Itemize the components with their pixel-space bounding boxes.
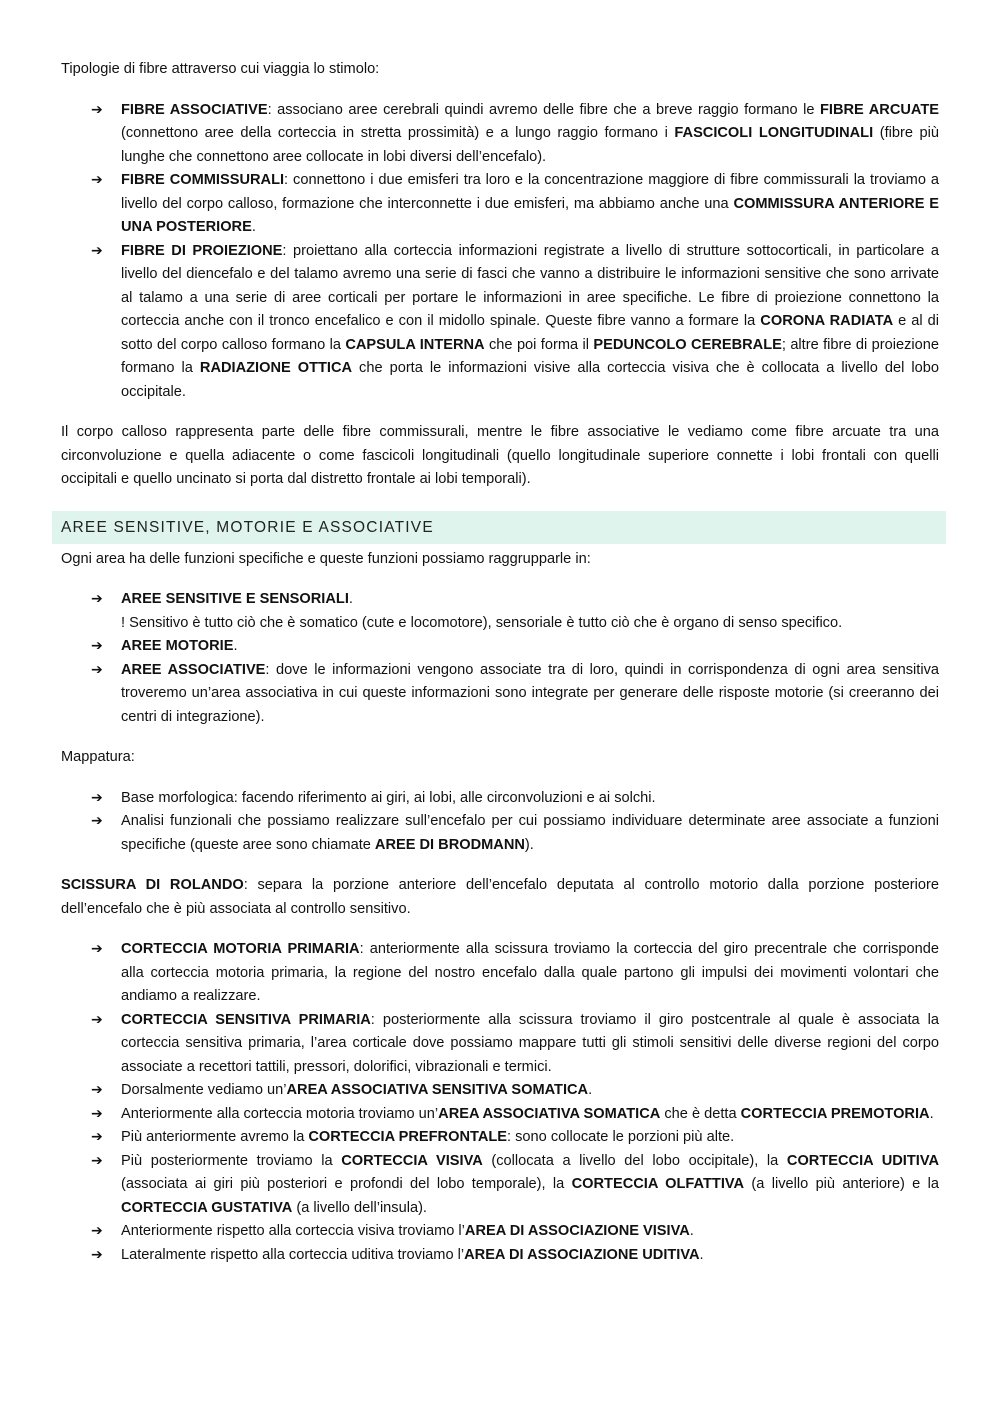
text-run: ). (524, 836, 534, 853)
text-run: : proiettano alla corteccia informazioni registrate a livello di strutture sottocorticali, in particolare a livello del diencefalo e del talamo avremo una serie di fasci che vanno a distribuire le informazioni sensitive che sono arrivate al talamo a una serie di aree corticali per portare le informazioni in aree specifiche. Le fibre di proiezione connettono la corteccia anche con il tronco encefalico e con il midollo spinale. Queste fibre vanno a formare la (121, 242, 939, 329)
text-run: Base morfologica: facendo riferimento ai giri, ai lobi, alle circonvoluzioni e ai solchi. (121, 789, 656, 806)
text-run: : anteriormente alla scissura troviamo la corteccia del giro precentrale che corrisponde alla corteccia motoria primaria, la regione del nostro encefalo dalla quale partono gli impulsi dei movimenti volontari che andiamo a realizzare. (121, 941, 939, 1004)
bold-term: CORTECCIA GUSTATIVA (121, 1199, 293, 1216)
arrow-bullet-icon: ➔ (91, 1223, 103, 1239)
bold-term: CORTECCIA UDITIVA (786, 1152, 940, 1169)
arrow-bullet-icon: ➔ (91, 638, 103, 654)
list-item (91, 1244, 939, 1268)
text-run: (associata ai giri più posteriori e profondi del lobo temporale), la (121, 1176, 572, 1192)
arrow-bullet-icon: ➔ (91, 789, 103, 806)
section-heading: AREE SENSITIVE, MOTORIE E ASSOCIATIVE (52, 511, 946, 544)
list-item (91, 635, 939, 659)
list-item (91, 810, 939, 857)
bold-term: AREA ASSOCIATIVA SOMATICA (438, 1105, 661, 1122)
document-page (61, 58, 939, 1267)
list-item (91, 659, 940, 730)
text-run: che è detta (660, 1105, 741, 1122)
text-run: Anteriormente rispetto alla corteccia visiva troviamo l’ (121, 1223, 465, 1239)
list-item (91, 240, 940, 405)
list-item (91, 938, 939, 1009)
arrow-bullet-icon: ➔ (91, 941, 103, 957)
bold-term: RADIAZIONE OTTICA (199, 360, 353, 376)
text-run: Più anteriormente avremo la (121, 1129, 309, 1145)
bold-term: FIBRE COMMISSURALI (121, 172, 285, 188)
mappatura-list (61, 787, 939, 858)
text-run: . (689, 1223, 694, 1239)
list-item (91, 1103, 939, 1127)
bold-term: CORTECCIA VISIVA (341, 1152, 483, 1169)
bold-term: CORTECCIA OLFATTIVA (571, 1176, 745, 1192)
arrow-bullet-icon: ➔ (91, 172, 103, 188)
bold-term: FIBRE ARCUATE (820, 101, 939, 118)
bold-term: FASCICOLI LONGITUDINALI (674, 125, 874, 141)
arrow-bullet-icon: ➔ (91, 242, 103, 259)
mappatura-label: Mappatura: (61, 749, 135, 765)
aree-intro-paragraph: Ogni area ha delle funzioni specifiche e queste funzioni possiamo raggrupparle in: (61, 550, 591, 567)
text-run: Dorsalmente vediamo un’ (121, 1082, 287, 1098)
bold-term: SCISSURA DI ROLANDO (61, 877, 244, 893)
text-run: e al di sotto del corpo calloso formano la (121, 313, 940, 353)
bold-term: FIBRE ASSOCIATIVE (121, 101, 268, 118)
text-run: (connettono aree della corteccia in stretta prossimità) e a lungo raggio formano i (121, 125, 675, 141)
arrow-bullet-icon: ➔ (91, 813, 103, 829)
text-run: : associano aree cerebrali quindi avremo delle fibre che a breve raggio formano le (267, 101, 820, 118)
text-run: (a livello dell’insula). (292, 1199, 427, 1216)
list-item (91, 1126, 939, 1150)
text-run: Analisi funzionali che possiamo realizzare sull’encefalo per cui possiamo individuare determinate aree associate a funzioni specifiche (queste aree sono chiamate (121, 813, 939, 853)
text-run: . (251, 219, 256, 235)
rolando-paragraph (61, 874, 939, 921)
arrow-bullet-icon: ➔ (91, 661, 103, 678)
text-run: che poi forma il (484, 336, 594, 353)
corpo-calloso-paragraph: Il corpo calloso rappresenta parte delle fibre commissurali, mentre le fibre associative le vediamo come fibre arcuate tra una circonvoluzione e quella adiacente o come fascicoli longitudinali (quello longitudinale superiore connette i lobi frontali con quelli occipitali e quello uncinato si porta dal distretto frontale ai lobi temporali). (61, 424, 939, 487)
bold-term: CORTECCIA PREMOTORIA (740, 1105, 930, 1122)
arrow-bullet-icon: ➔ (91, 1105, 103, 1122)
text-run: che porta le informazioni visive alla corteccia visiva che è collocata a livello del lobo occipitale. (121, 360, 939, 400)
arrow-bullet-icon: ➔ (91, 1082, 103, 1098)
list-item (91, 1220, 939, 1244)
arrow-bullet-icon: ➔ (91, 101, 103, 118)
bold-term: CORTECCIA SENSITIVA PRIMARIA (121, 1011, 371, 1028)
text-run: : connettono i due emisferi tra loro e la concentrazione maggiore di fibre commissurali la troviamo a livello del corpo calloso, formazione che interconnette i due emisferi, ma abbiamo anche una (121, 172, 940, 212)
arrow-bullet-icon: ➔ (91, 1246, 103, 1263)
text-run: (collocata a livello del lobo occipitale), la (482, 1152, 787, 1169)
bold-term: CORONA RADIATA (760, 313, 894, 329)
list-item (91, 99, 939, 170)
text-run: : dove le informazioni vengono associate tra di loro, quindi in corrispondenza di ogni area sensitiva troveremo un’area associativa in cui queste informazioni sono integrate per generare delle risposte motorie (si creeranno dei centri di integrazione). (121, 661, 940, 725)
arrow-bullet-icon: ➔ (91, 1152, 103, 1169)
list-item (91, 588, 939, 635)
text-run: . (233, 638, 238, 654)
cortecce-list (61, 938, 939, 1267)
intro-paragraph: Tipologie di fibre attraverso cui viaggia lo stimolo: (61, 61, 380, 77)
text-run: . (929, 1105, 934, 1122)
text-run: Più posteriormente troviamo la (121, 1152, 342, 1169)
bold-term: AREA DI ASSOCIAZIONE VISIVA (464, 1223, 690, 1239)
text-run: . (699, 1246, 704, 1263)
text-run: : posteriormente alla scissura troviamo il giro postcentrale al quale è associata la corteccia sensitiva primaria, l’area corticale dove possiamo mappare tutti gli stimoli sensitivi delle diverse regioni del corpo associate a recettori tattili, pressori, dolorifici, vibrazionali e termici. (121, 1011, 939, 1075)
list-item (91, 169, 940, 240)
bold-term: AREE SENSITIVE E SENSORIALI (121, 591, 349, 607)
bold-term: FIBRE DI PROIEZIONE (121, 242, 283, 259)
text-run: (a livello più anteriore) e la (744, 1176, 939, 1192)
text-run: ! Sensitivo è tutto ciò che è somatico (cute e locomotore), sensoriale è tutto ciò che è organo di senso specifico. (121, 614, 843, 631)
bold-term: CORTECCIA PREFRONTALE (308, 1129, 508, 1145)
bold-term: AREE DI BRODMANN (374, 836, 525, 853)
list-item (91, 1150, 940, 1221)
fibre-list (61, 99, 939, 405)
list-item (91, 1009, 939, 1080)
text-run: . (588, 1082, 593, 1098)
aree-list (61, 588, 939, 729)
arrow-bullet-icon: ➔ (91, 1011, 103, 1028)
text-run: : sono collocate le porzioni più alte. (507, 1129, 735, 1145)
text-run: (fibre più lunghe che connettono aree collocate in lobi diversi dell’encefalo). (121, 125, 939, 165)
bold-term: AREA ASSOCIATIVA SENSITIVA SOMATICA (286, 1082, 589, 1098)
bold-term: AREA DI ASSOCIAZIONE UDITIVA (464, 1246, 700, 1263)
list-item (91, 787, 939, 811)
bold-term: AREE ASSOCIATIVE (121, 661, 266, 678)
text-run: Lateralmente rispetto alla corteccia uditiva troviamo l’ (121, 1246, 465, 1263)
arrow-bullet-icon: ➔ (91, 1129, 103, 1145)
list-item (91, 1079, 939, 1103)
text-run: Anteriormente alla corteccia motoria troviamo un’ (121, 1105, 439, 1122)
bold-term: AREE MOTORIE (121, 638, 234, 654)
arrow-bullet-icon: ➔ (91, 591, 103, 607)
bold-term: COMMISSURA ANTERIORE E UNA POSTERIORE (121, 195, 939, 235)
bold-term: PEDUNCOLO CEREBRALE (593, 336, 782, 353)
text-run: ; altre fibre di proiezione formano la (121, 336, 939, 376)
bold-term: CAPSULA INTERNA (345, 336, 485, 353)
bold-term: CORTECCIA MOTORIA PRIMARIA (121, 941, 360, 957)
text-run: . (348, 591, 353, 607)
text-run: : separa la porzione anteriore dell’encefalo deputata al controllo motorio dalla porzione posteriore dell’encefalo che è più associata al controllo sensitivo. (61, 877, 939, 917)
